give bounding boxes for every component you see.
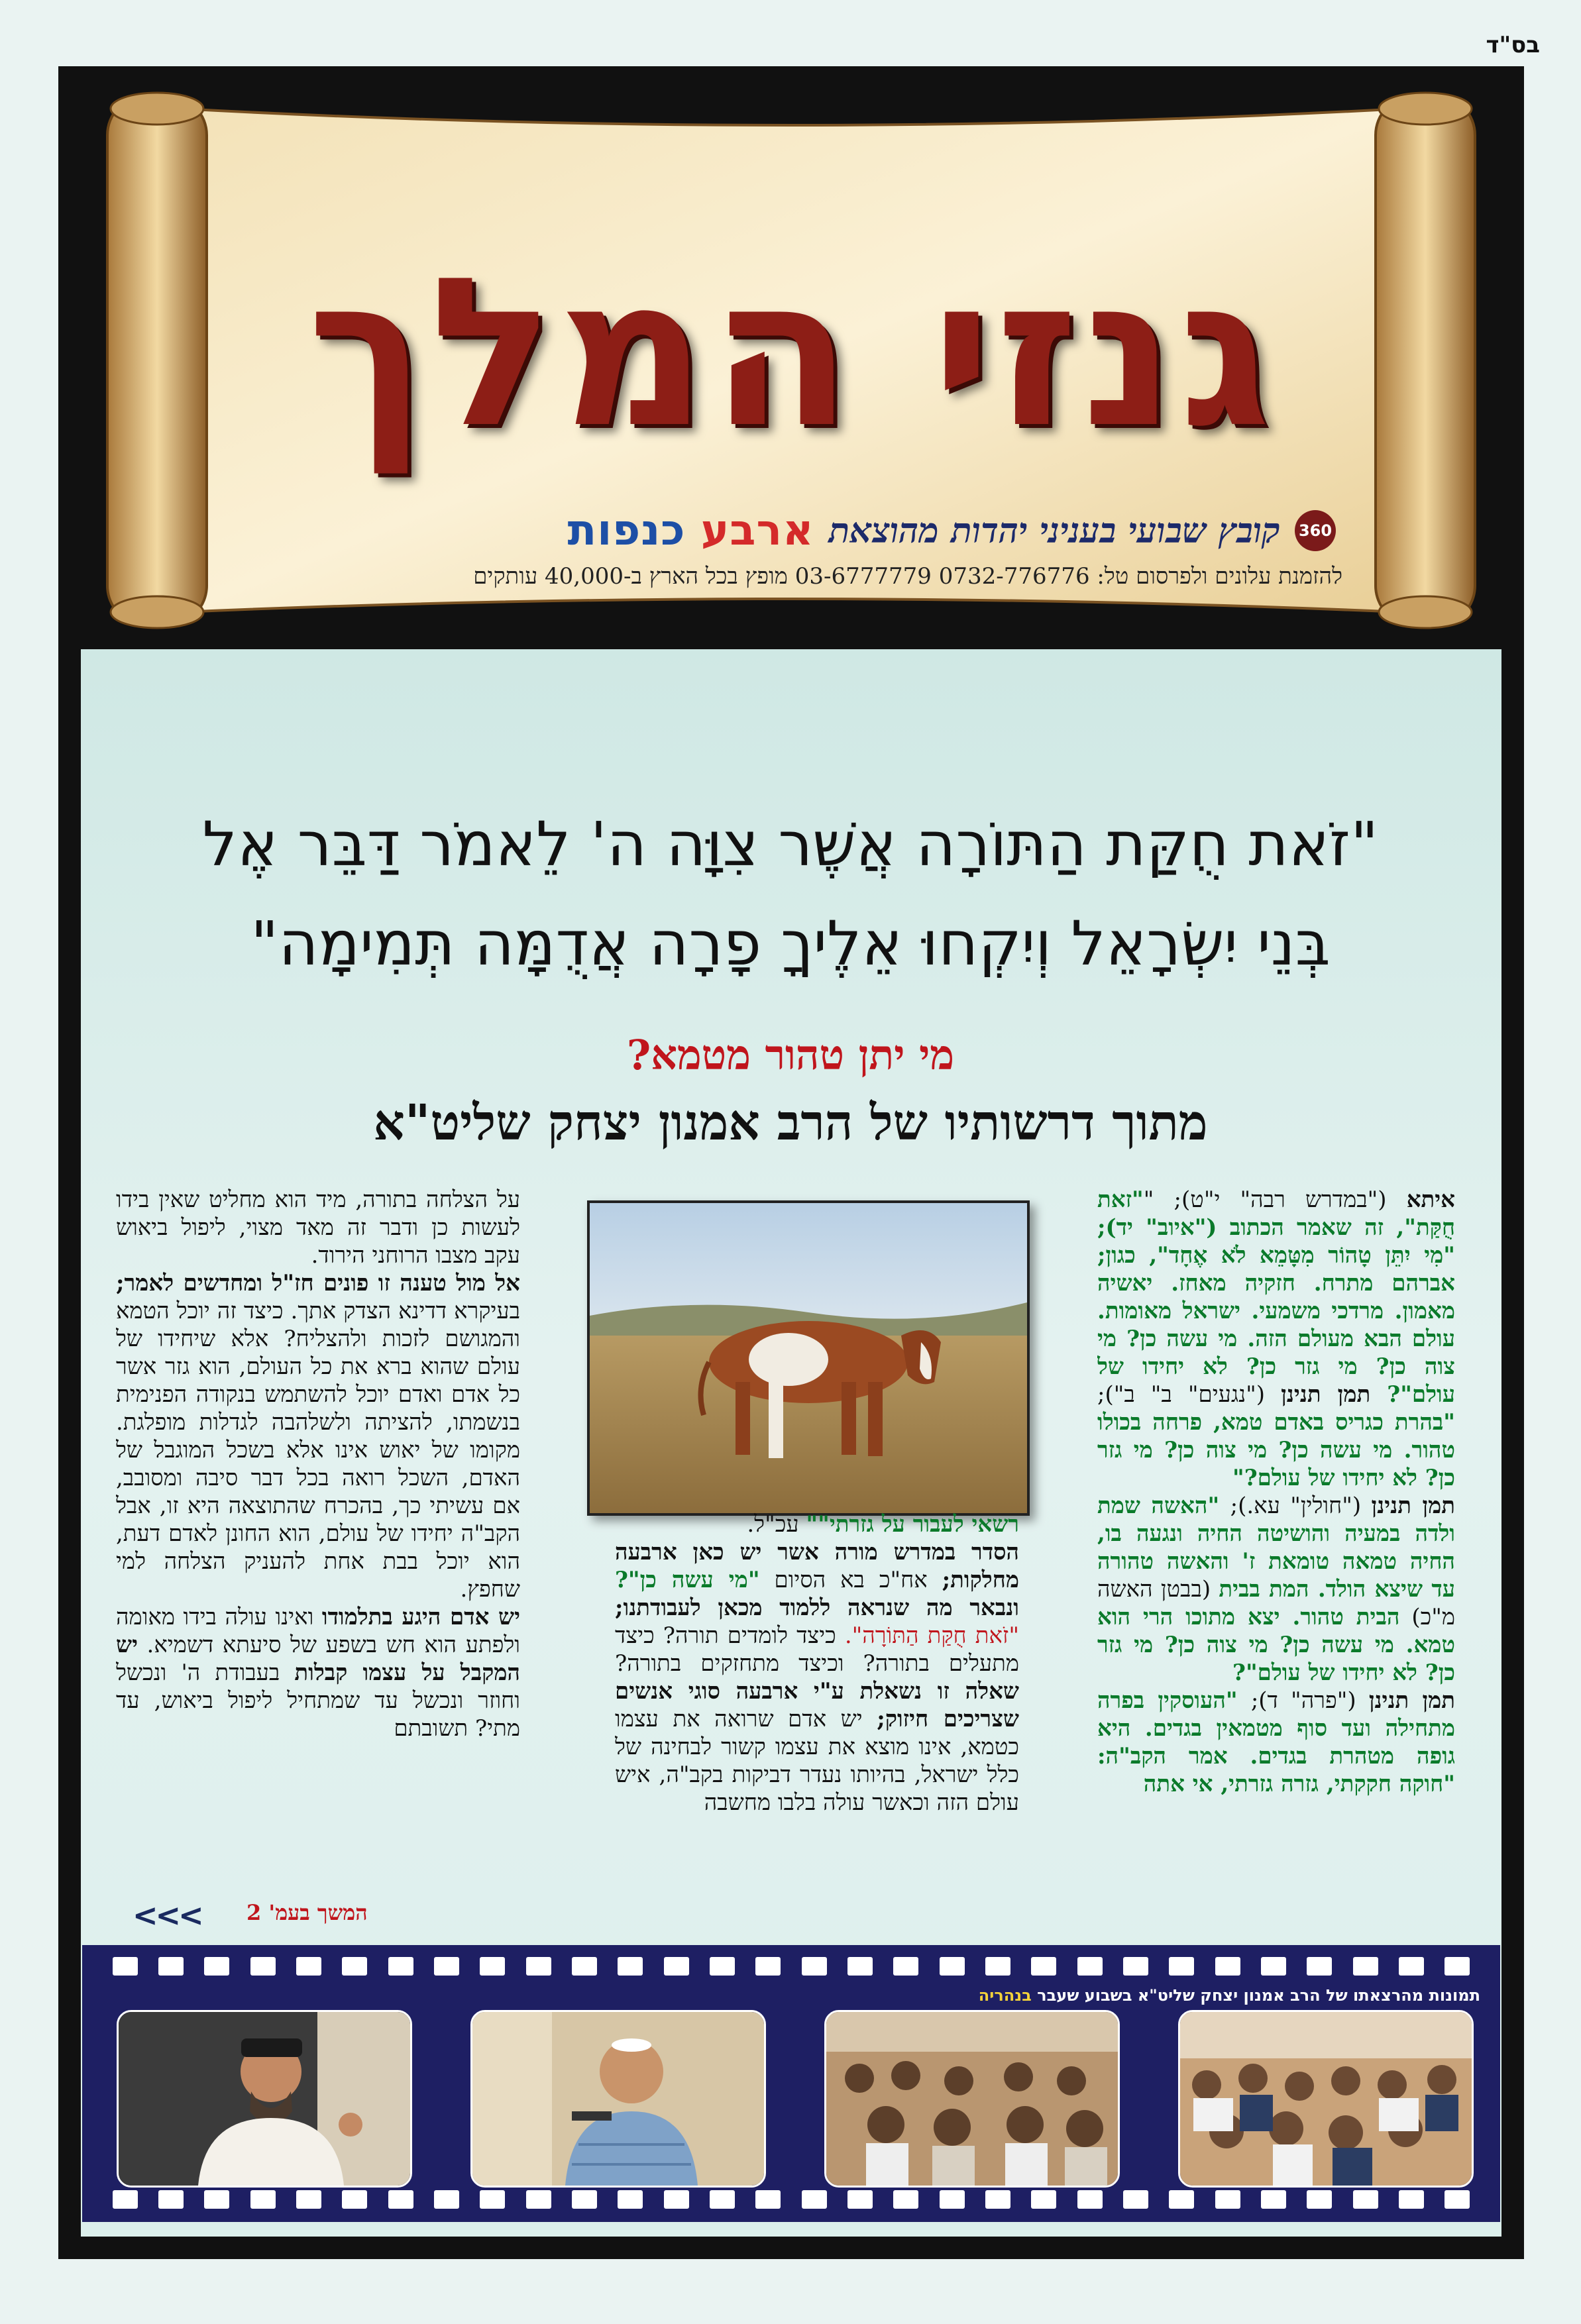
continued-label: המשך בעמ' 2 bbox=[246, 1900, 368, 1925]
article-column-left bbox=[116, 1186, 520, 1928]
verse-line-2: בְּנֵי יִשְׂרָאֵל וְיִקְחוּ אֵלֶיךָ פָרָה אֲדֻמָּה תְּמִימָה" bbox=[250, 908, 1331, 979]
film-perforations-bottom bbox=[82, 2190, 1500, 2210]
film-caption-text: תמונות מהרצאתו של הרב אמנון יצחק שליט"א בשבוע שעבר bbox=[1031, 1986, 1480, 2005]
text: יש אדם שרואה את עצמו כטמא, אינו מוצא את עצמו קשור לבחינה של כלל ישראל, בהיותו נעדר דביקות בקב"ה, איש עולם הזה וכאשר עולה בלבו מחשבה bbox=[615, 1706, 1019, 1816]
lecture-photo-4 bbox=[117, 2010, 412, 2188]
text-quote: "מי עשה כן"? bbox=[615, 1567, 760, 1593]
text: ("פרה" ד); bbox=[1250, 1687, 1369, 1714]
text: עכ"ל. bbox=[747, 1511, 806, 1538]
text-bold: תמן תנינן bbox=[1371, 1493, 1455, 1519]
text: ("במדרש רבה" י"ט); " bbox=[1143, 1187, 1407, 1213]
text-bold: יש המקבל על עצמו קבלות bbox=[116, 1632, 520, 1686]
text-bold: אל מול טענה זו פונים חז"ל ומחדשים לאמר; bbox=[116, 1270, 520, 1296]
photo-film-strip bbox=[82, 1945, 1500, 2222]
article-column-right bbox=[1097, 1186, 1455, 1928]
top-mark: בס"ד bbox=[1486, 32, 1540, 58]
film-caption-location: בנהריה bbox=[978, 1986, 1032, 2005]
text-quote: "בהרת כגריס באדם טמא, פרחה בכולו טהור. מי עשה כן? מי צוה כן? מי גזר כן? לא יחידו של עולם?" bbox=[1097, 1409, 1455, 1491]
cow-image bbox=[590, 1203, 1027, 1513]
masthead-scroll bbox=[81, 82, 1501, 639]
article-column-middle bbox=[615, 1510, 1019, 1934]
continued-link[interactable] bbox=[246, 1900, 368, 1925]
speaker-image-1 bbox=[472, 2012, 764, 2186]
subtitle-question: מי יתן טהור מטמא? bbox=[626, 1031, 955, 1079]
tagline-text: קובץ שבועי בעניני יהדות מהוצאת bbox=[828, 510, 1280, 551]
film-perforations-top bbox=[82, 1957, 1500, 1977]
continue-arrows-icon: <<< bbox=[133, 1897, 201, 1933]
film-caption bbox=[979, 1986, 1480, 2005]
text: ואינו עולה בידו מאומה ולפתע הוא חש בשפע של סיעתא דשמיא. bbox=[116, 1604, 520, 1658]
text: בעיקרא דדינא הצדק אתך. כיצד זה יוכל הטמא והמגושם לזכות ולהצליח? אלא שיחידו של עולם שהוא ברא את כל העולם, הוא גזר אשר כל אדם ואדם יוכל להשתמש בנקודה הפנימית בנשמתו, להציתה ולשלהבה לגדלות מופלגת. מקומו של יאוש אינו אלא בשכל המוגבל של האדם, השכל רואה בכל דבר סיבה ומסובב, אם עשיתי כך, בהכרח שהתוצאה היא זו, אבל הקב"ה יחידו של עולם, הוא החונן לאדם דעת, הוא יוכל בבת אחת להעניק הצלחה למי שחפץ. bbox=[116, 1298, 520, 1603]
text: ("נגעים" ב" ב"); bbox=[1097, 1381, 1281, 1408]
text-bold: שאלה זו נשאלת ע"י ארבעה סוגי אנשים שצריכים חיזוק; bbox=[615, 1678, 1019, 1732]
audience-image-1 bbox=[1180, 2012, 1472, 2186]
text-bold: תמן תנינן bbox=[1281, 1381, 1388, 1408]
tagline-row bbox=[567, 506, 1336, 555]
lecture-photo-2 bbox=[824, 2010, 1120, 2188]
text-quote: הבית טהור. יצא מתוכו הרי הוא טמא. מי עשה כן? מי צוה כן? מי גזר כן? לא יחידו של עולם"? bbox=[1097, 1604, 1455, 1686]
text: ("חולין" עא.); bbox=[1230, 1493, 1372, 1519]
text: (בבטן האשה מ"כ) bbox=[1097, 1576, 1455, 1630]
text-bold: יש אדם היגע בתלמודו bbox=[321, 1604, 520, 1630]
text: אח"כ בא הסיום bbox=[759, 1567, 942, 1593]
contact-line: להזמנת עלונים ולפרסום טל: 0732-776776 03-6777779 מופץ בכל הארץ ב-40,000 עותקים bbox=[473, 563, 1342, 590]
text-bold: איתא bbox=[1406, 1187, 1455, 1213]
verse-headline bbox=[106, 795, 1475, 994]
rabbi-speaking-image bbox=[119, 2012, 410, 2186]
text-quote: רשאי לעבור על גזרתי"" bbox=[806, 1511, 1019, 1538]
text: על הצלחה בתורה, מיד הוא מחליט שאין בידו לעשות כן ודבר זה מאד מצוי, ליפול ביאוש עקב מצבו הרוחני הירוד. bbox=[116, 1187, 520, 1269]
lecture-photo-3 bbox=[470, 2010, 766, 2188]
text-quote: "האשה שמת ולדה במעיה והושיטה החיה ונגעה בו, החיה טמאה טומאת ז' והאשה טהורה עד שיצא הולד. המת בבית bbox=[1097, 1493, 1455, 1603]
text: בעבודת ה' ונכשל וחוזר ונכשל עד שמתחיל ליפול ביאוש, עד מתי? תשובתם bbox=[116, 1660, 520, 1742]
verse-line-1: "זֹאת חֻקַּת הַתּוֹרָה אֲשֶׁר צִוָּה ה' לֵאמֹר דַּבֵּר אֶל bbox=[202, 809, 1379, 880]
text-verse: "זֹאת חֻקַּת הַתּוֹרָה". bbox=[844, 1622, 1019, 1649]
lecture-photo-1 bbox=[1178, 2010, 1474, 2188]
publisher-word-1: ארבע bbox=[700, 506, 814, 555]
audience-image-2 bbox=[826, 2012, 1118, 2186]
text-quote: "זאת חֻקַּת", זה שאמר הכתוב ("איוב" יד); "מִי יִתֵּן טָהוֹר מִטָּמֵא לֹא אֶחָד", כגון; אברהם מתרח. חזקיה מאחז. יאשיה מאמון. מרדכי משמעי. ישראל מאומות. עולם הבא מעולם הזה. מי עשה כן? מי צוה כן? מי גזר כן? לא יחידו של עולם"? bbox=[1097, 1187, 1455, 1408]
subtitle-author: מתוך דרשותיו של הרב אמנון יצחק שליט"א bbox=[373, 1094, 1208, 1151]
text: כיצד לומדים תורה? כיצד מתעלים בתורה? וכיצד מתחזקים בתורה? bbox=[615, 1622, 1019, 1677]
text-quote: "העוסקין בפרה מתחילה ועד סוף מטמאין בגדים. היא גופה מטהרת בגדים. אמר הקב"ה: "חוקה חקקתי, גזרה גזרתי, אי אתה bbox=[1097, 1687, 1455, 1797]
publisher-word-2: כנפות bbox=[567, 506, 686, 555]
publisher-logo bbox=[567, 506, 814, 555]
text-bold: תמן תנינן bbox=[1368, 1687, 1455, 1714]
issue-number-badge: 360 bbox=[1295, 510, 1336, 551]
newsletter-title: גנזי המלך bbox=[307, 234, 1276, 473]
text-bold: ונבאר מה שנראה ללמוד מכאן לעבודתנו; bbox=[615, 1595, 1019, 1621]
cow-photo bbox=[587, 1200, 1030, 1516]
text-bold: הסדר במדרש מורה אשר יש כאן ארבעה מחלקות; bbox=[615, 1539, 1019, 1593]
